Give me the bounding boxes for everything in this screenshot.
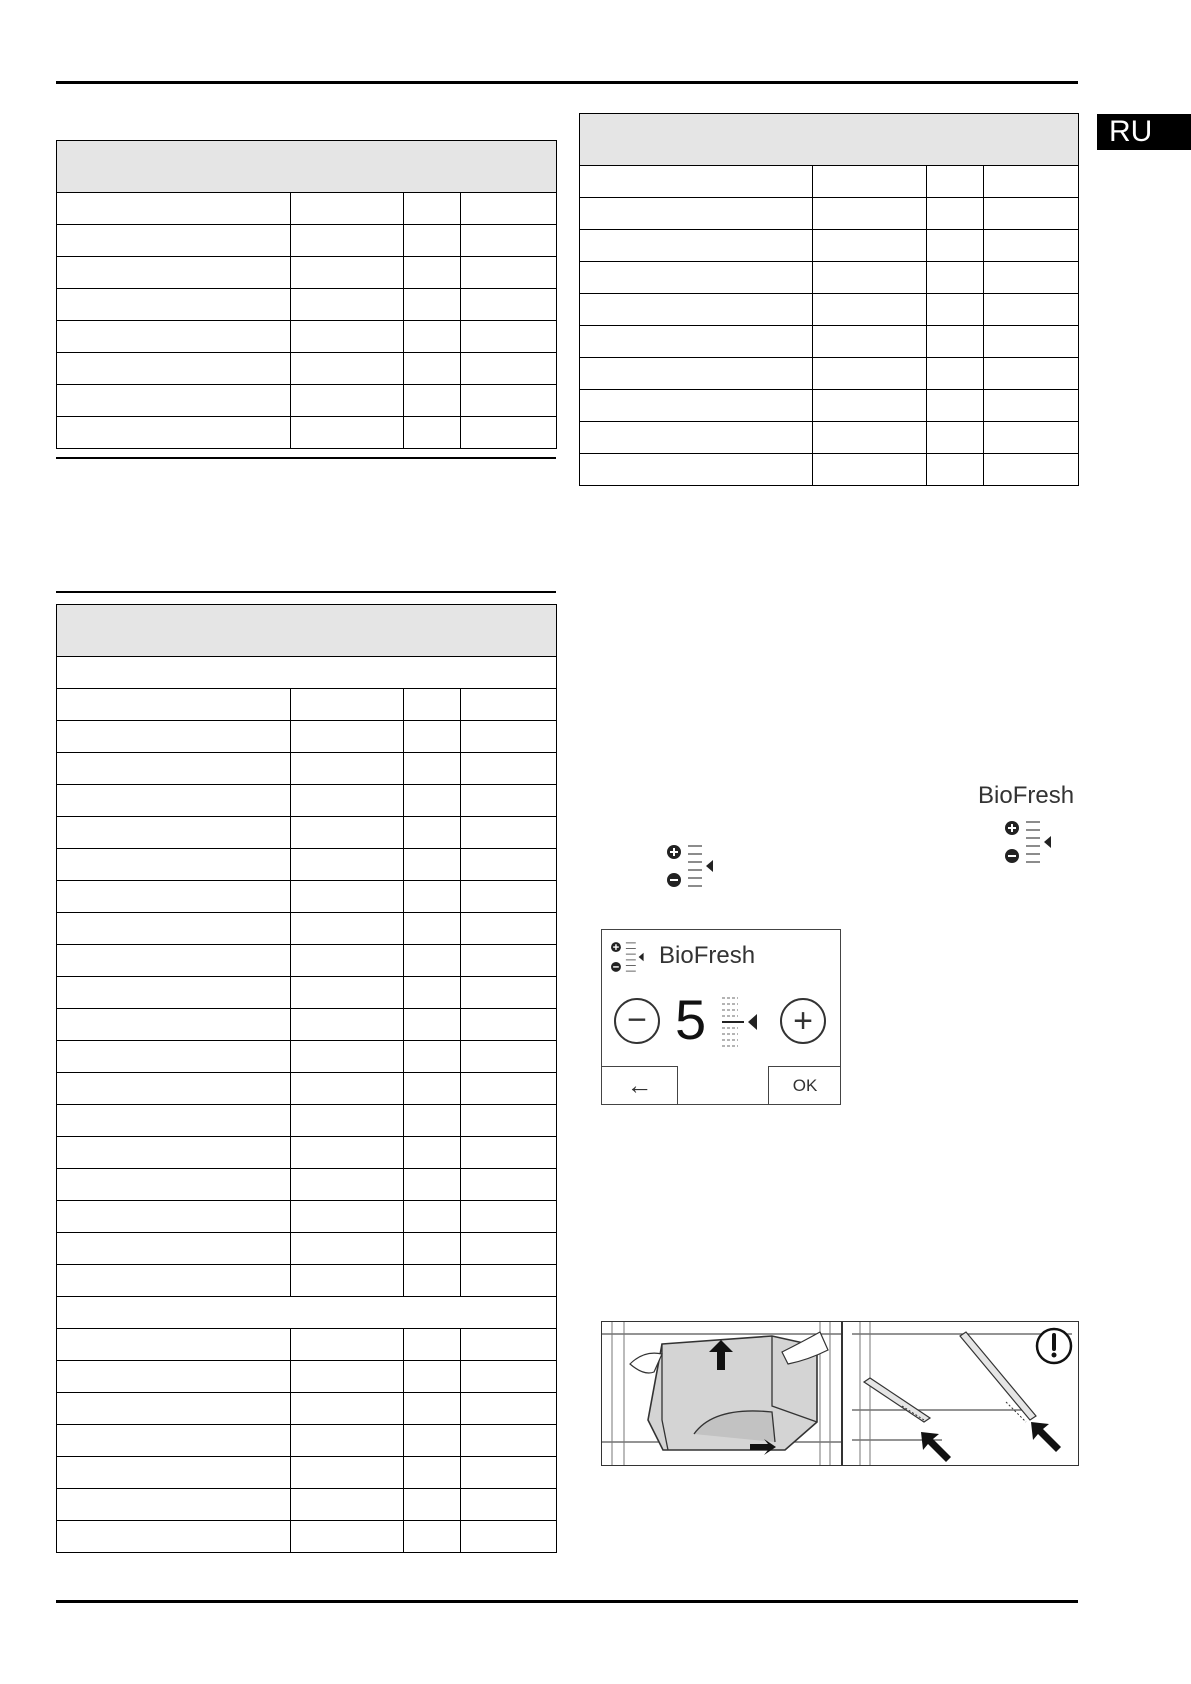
table-row bbox=[57, 1105, 557, 1137]
increase-button[interactable] bbox=[780, 998, 826, 1044]
table-row bbox=[57, 1137, 557, 1169]
ok-button[interactable]: OK bbox=[768, 1066, 841, 1105]
table-row bbox=[57, 721, 557, 753]
top-rule bbox=[56, 81, 1078, 84]
display-title: BioFresh bbox=[659, 942, 756, 969]
table-row bbox=[57, 1041, 557, 1073]
table-row bbox=[57, 289, 557, 321]
table-header-row bbox=[57, 141, 557, 193]
minus-icon: − bbox=[627, 1001, 647, 1039]
back-button[interactable] bbox=[602, 1066, 678, 1105]
left-separator-rule bbox=[56, 457, 556, 459]
table-row bbox=[57, 1457, 557, 1489]
table-row bbox=[57, 417, 557, 449]
table-row bbox=[580, 230, 1079, 262]
table-row bbox=[57, 1425, 557, 1457]
table-row bbox=[57, 257, 557, 289]
table-row bbox=[57, 385, 557, 417]
table-row bbox=[580, 422, 1079, 454]
table-row bbox=[580, 390, 1079, 422]
table-row bbox=[57, 1489, 557, 1521]
table-row bbox=[57, 193, 557, 225]
table-row bbox=[580, 262, 1079, 294]
bottom-rule bbox=[56, 1600, 1078, 1603]
biofresh-level-icon bbox=[1004, 818, 1054, 866]
table-row bbox=[580, 454, 1079, 486]
table-row bbox=[57, 913, 557, 945]
table-row bbox=[57, 1201, 557, 1233]
table-subheader-row bbox=[57, 657, 557, 689]
level-scale-icon bbox=[720, 994, 760, 1048]
table-header-row bbox=[57, 605, 557, 657]
drawer-illustration bbox=[602, 1322, 1079, 1466]
table-row bbox=[57, 753, 557, 785]
table-row bbox=[57, 977, 557, 1009]
table-row bbox=[57, 785, 557, 817]
table-top-right bbox=[579, 113, 1079, 486]
table-row bbox=[57, 225, 557, 257]
table-row bbox=[57, 1361, 557, 1393]
plus-icon: + bbox=[793, 1002, 813, 1040]
table-row bbox=[57, 1169, 557, 1201]
table-bottom-left bbox=[56, 604, 557, 1553]
biofresh-display bbox=[601, 929, 841, 1105]
table-row bbox=[580, 294, 1079, 326]
decrease-button[interactable] bbox=[614, 998, 660, 1044]
biofresh-level-icon bbox=[610, 940, 646, 974]
table-row bbox=[57, 1073, 557, 1105]
table-row bbox=[580, 166, 1079, 198]
biofresh-level-icon bbox=[666, 842, 716, 890]
table-row bbox=[57, 689, 557, 721]
table-row bbox=[57, 353, 557, 385]
table-row bbox=[57, 881, 557, 913]
biofresh-caption: BioFresh bbox=[978, 782, 1075, 809]
table-subheader-row bbox=[57, 1297, 557, 1329]
left-section-rule bbox=[56, 591, 556, 593]
table-row bbox=[57, 1009, 557, 1041]
drawer-removal-illustration bbox=[601, 1321, 1079, 1466]
table-row bbox=[580, 198, 1079, 230]
table-header-row bbox=[580, 114, 1079, 166]
level-value: 5 bbox=[675, 988, 707, 1051]
table-row bbox=[57, 817, 557, 849]
table-top-left bbox=[56, 140, 557, 449]
exclamation-icon bbox=[1037, 1329, 1071, 1363]
table-row bbox=[57, 1393, 557, 1425]
back-arrow-icon: ← bbox=[626, 1070, 653, 1100]
table-row bbox=[57, 1521, 557, 1553]
language-badge: RU bbox=[1097, 114, 1191, 150]
table-row bbox=[57, 1233, 557, 1265]
table-row bbox=[57, 1329, 557, 1361]
table-row bbox=[57, 945, 557, 977]
table-row bbox=[580, 326, 1079, 358]
table-row bbox=[57, 321, 557, 353]
table-row bbox=[57, 1265, 557, 1297]
table-row bbox=[57, 849, 557, 881]
table-row bbox=[580, 358, 1079, 390]
